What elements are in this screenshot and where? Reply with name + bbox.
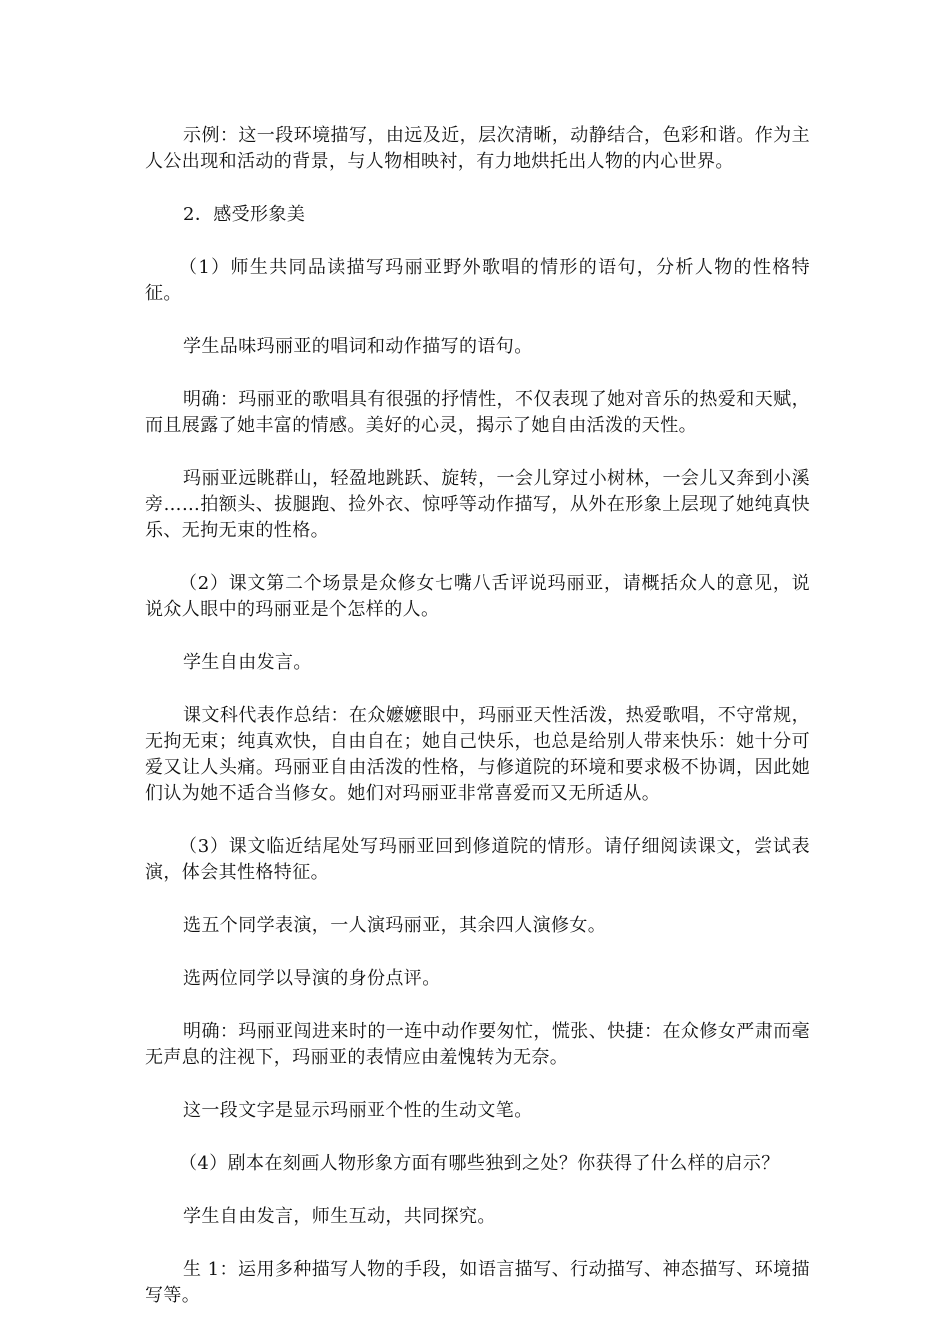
paragraph: 明确：玛丽亚闯进来时的一连中动作要匆忙，慌张、快捷：在众修女严肃而毫无声息的注视下，玛丽亚的表情应由羞愧转为无奈。: [145, 1021, 810, 1068]
paragraph: 选五个同学表演，一人演玛丽亚，其余四人演修女。: [183, 915, 607, 936]
section-heading: 2．感受形象美: [183, 204, 306, 225]
document-body: [145, 123, 810, 1336]
paragraph: 明确：玛丽亚的歌唱具有很强的抒情性，不仅表现了她对音乐的热爱和天赋，而且展露了她丰富的情感。美好的心灵，揭示了她自由活泼的天性。: [145, 389, 810, 436]
paragraph: 学生自由发言。: [183, 652, 312, 673]
paragraph: 学生品味玛丽亚的唱词和动作描写的语句。: [183, 336, 533, 357]
paragraph: 选两位同学以导演的身份点评。: [183, 968, 441, 989]
question-1: （1）师生共同品读描写玛丽亚野外歌唱的情形的语句，分析人物的性格特征。: [145, 257, 810, 304]
paragraph: 课文科代表作总结：在众嬷嬷眼中，玛丽亚天性活泼，热爱歌唱，不守常规，无拘无束；纯真欢快，自由自在；她自己快乐，也总是给别人带来快乐：她十分可爱又让人头痛。玛丽亚自由活泼的性格，与修道院的环境和要求极不协调，因此她们认为她不适合当修女。她们对玛丽亚非常喜爱而又无所适从。: [145, 705, 810, 804]
paragraph: 生 1：运用多种描写人物的手段，如语言描写、行动描写、神态描写、环境描写等。: [145, 1259, 810, 1306]
question-3: （3）课文临近结尾处写玛丽亚回到修道院的情形。请仔细阅读课文，尝试表演，体会其性格特征。: [145, 836, 810, 883]
paragraph: 这一段文字是显示玛丽亚个性的生动文笔。: [183, 1100, 533, 1121]
question-2: （2）课文第二个场景是众修女七嘴八舌评说玛丽亚，请概括众人的意见，说说众人眼中的玛丽亚是个怎样的人。: [145, 573, 810, 620]
paragraph: 学生自由发言，师生互动，共同探究。: [183, 1206, 496, 1227]
paragraph: 玛丽亚远眺群山，轻盈地跳跃、旋转，一会儿穿过小树林，一会儿又奔到小溪旁……拍额头、拔腿跑、捡外衣、惊呼等动作描写，从外在形象上层现了她纯真快乐、无拘无束的性格。: [145, 468, 810, 541]
paragraph-example: 示例：这一段环境描写，由远及近，层次清晰，动静结合，色彩和谐。作为主人公出现和活动的背景，与人物相映衬，有力地烘托出人物的内心世界。: [145, 125, 810, 172]
question-4: （4）剧本在刻画人物形象方面有哪些独到之处？你获得了什么样的启示？: [179, 1153, 780, 1174]
